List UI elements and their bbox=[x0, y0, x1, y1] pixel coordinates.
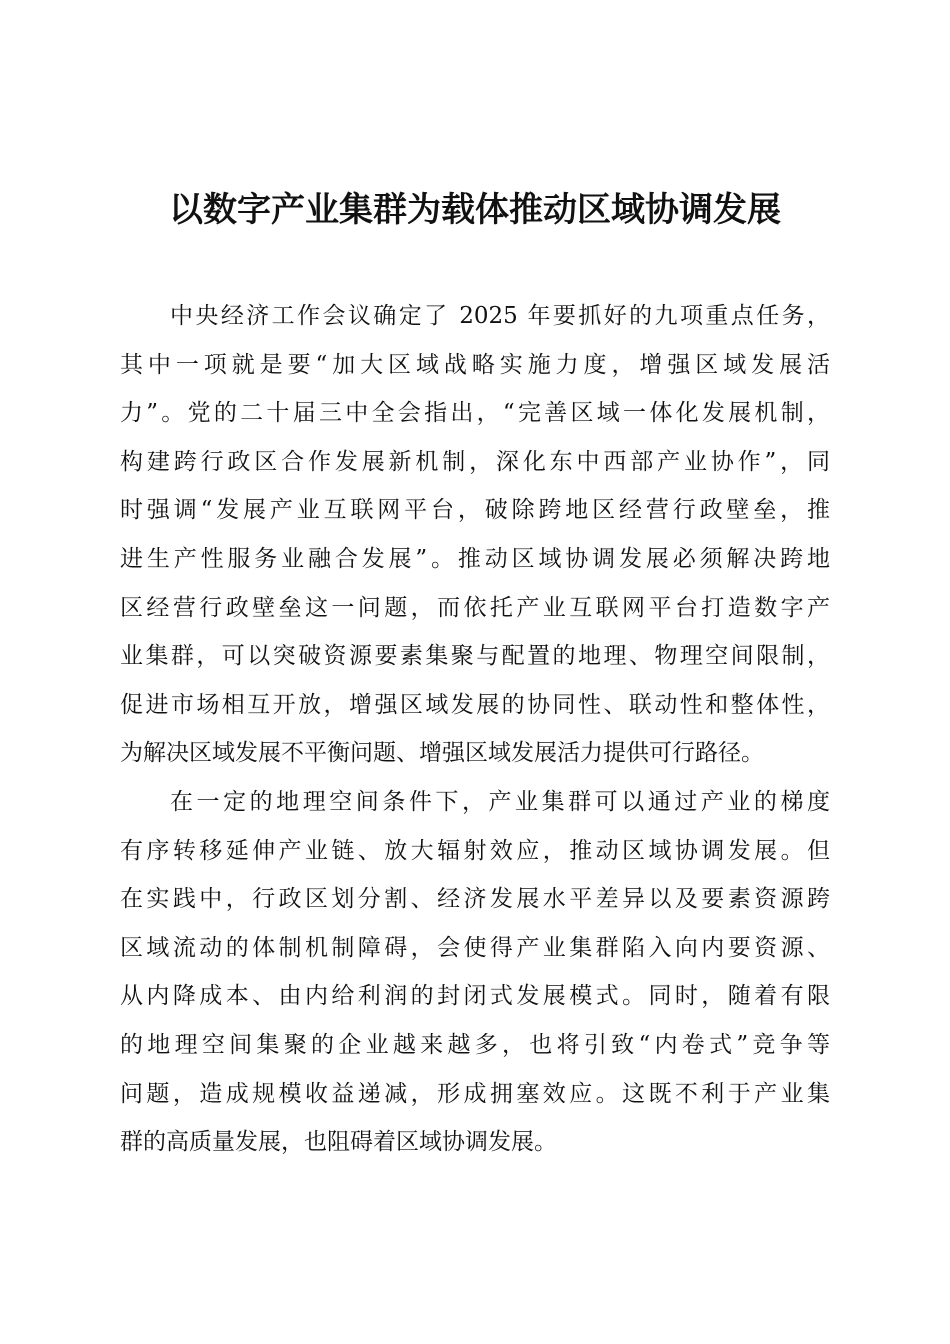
paragraph-line: 区经营行政壁垒这一问题，而依托产业互联网平台打造数字产 bbox=[120, 594, 830, 621]
paragraph-line: 力”。党的二十届三中全会指出，“完善区域一体化发展机制， bbox=[120, 400, 830, 427]
paragraph-line: 问题，造成规模收益递减，形成拥塞效应。这既不利于产业集 bbox=[120, 1080, 830, 1107]
paragraph-line: 中央经济工作会议确定了 2025 年要抓好的九项重点任务， bbox=[170, 303, 830, 329]
paragraph-line: 区域流动的体制机制障碍，会使得产业集群陷入向内要资源、 bbox=[120, 934, 830, 961]
paragraph-line: 从内降成本、由内给利润的封闭式发展模式。同时，随着有限 bbox=[120, 983, 830, 1010]
paragraph-line: 有序转移延伸产业链、放大辐射效应，推动区域协调发展。但 bbox=[120, 837, 830, 864]
paragraph-line: 群的高质量发展，也阻碍着区域协调发展。 bbox=[120, 1129, 557, 1156]
paragraph-line: 其中一项就是要“加大区域战略实施力度，增强区域发展活 bbox=[120, 351, 830, 378]
paragraph-line: 在一定的地理空间条件下，产业集群可以通过产业的梯度 bbox=[170, 788, 830, 815]
paragraph-line: 促进市场相互开放，增强区域发展的协同性、联动性和整体性， bbox=[120, 691, 830, 718]
paragraph-line: 在实践中，行政区划分割、经济发展水平差异以及要素资源跨 bbox=[120, 886, 830, 913]
paragraph-line: 为解决区域发展不平衡问题、增强区域发展活力提供可行路径。 bbox=[120, 740, 764, 767]
paragraph-line: 构建跨行政区合作发展新机制，深化东中西部产业协作”，同 bbox=[120, 448, 830, 475]
paragraph-line: 业集群，可以突破资源要素集聚与配置的地理、物理空间限制， bbox=[120, 643, 830, 670]
paragraph-line: 进生产性服务业融合发展”。推动区域协调发展必须解决跨地 bbox=[120, 545, 830, 572]
paragraph-1 bbox=[120, 292, 830, 778]
paragraph-2 bbox=[120, 778, 830, 1167]
document-body bbox=[120, 292, 830, 1167]
paragraph-line: 的地理空间集聚的企业越来越多，也将引致“内卷式”竞争等 bbox=[120, 1031, 830, 1058]
paragraph-line: 时强调“发展产业互联网平台，破除跨地区经营行政壁垒，推 bbox=[120, 497, 830, 524]
document-title: 以数字产业集群为载体推动区域协调发展 bbox=[169, 190, 781, 230]
